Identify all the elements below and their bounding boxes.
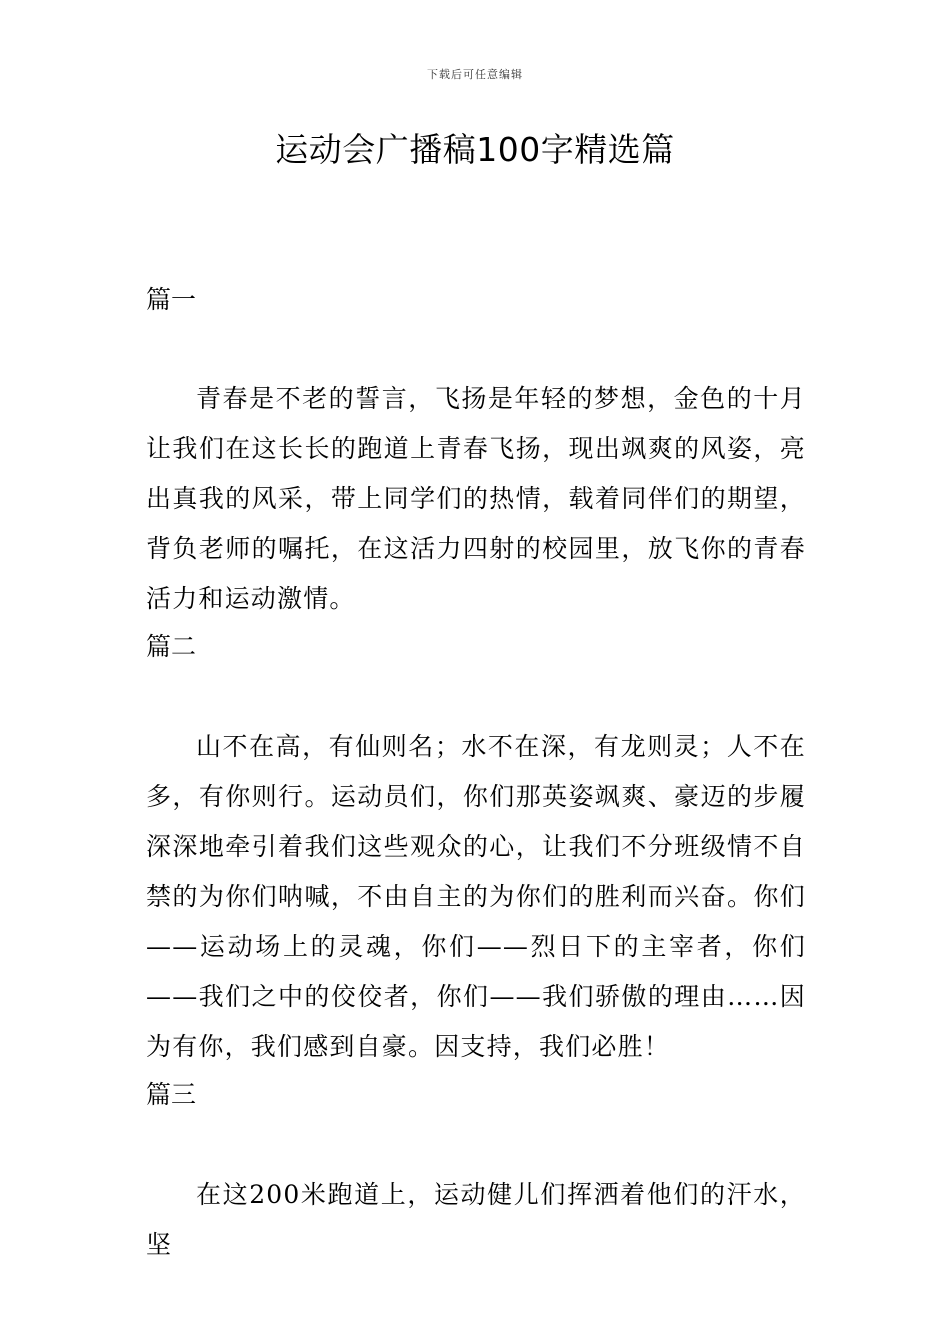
section-heading-3: 篇三 [146,1080,197,1109]
header-note: 下载后可任意编辑 [427,68,523,81]
section-paragraph-2 [146,722,806,1072]
paragraph-text: 青春是不老的誓言，飞扬是年轻的梦想，金色的十月让我们在这长长的跑道上青春飞扬，现出飒爽的风姿，亮出真我的风采，带上同学们的热情，载着同伴们的期望，背负老师的嘱托，在这活力四射的校园里，放飞你的青春活力和运动激情。 [146,384,806,613]
paragraph-text: 山不在高，有仙则名；水不在深，有龙则灵；人不在多，有你则行。运动员们，你们那英姿飒爽、豪迈的步履深深地牵引着我们这些观众的心，让我们不分班级情不自禁的为你们呐喊，不由自主的为你们的胜利而兴奋。你们——运动场上的灵魂，你们——烈日下的主宰者，你们——我们之中的佼佼者，你们——我们骄傲的理由……因为有你，我们感到自豪。因支持，我们必胜！ [146,732,806,1061]
section-heading-2: 篇二 [146,632,197,661]
paragraph-text: 在这200米跑道上，运动健儿们挥洒着他们的汗水，坚 [146,1180,806,1259]
document-title: 运动会广播稿100字精选篇 [275,130,675,169]
section-paragraph-3 [146,1170,806,1270]
section-heading-1: 篇一 [146,285,197,314]
section-paragraph-1 [146,374,806,624]
